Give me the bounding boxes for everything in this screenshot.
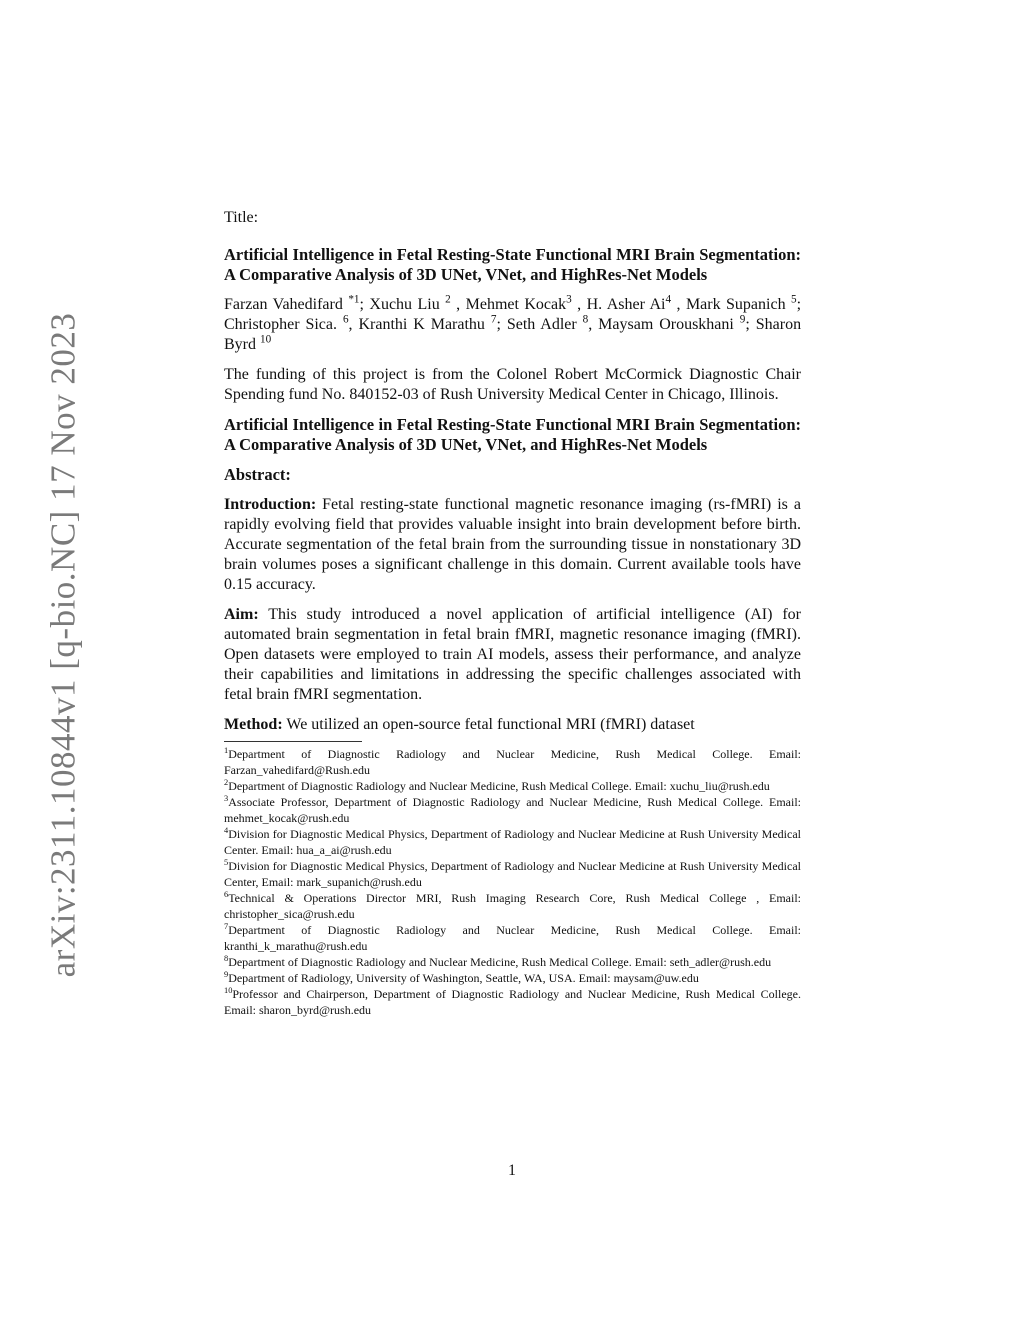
author: Mark Supanich $^5$; [685,293,802,313]
author: Xuchu Liu $^2$ , [369,293,466,313]
footnote: $^8$Department of Diagnostic Radiology and Nuclear Medicine, Rush Medical College. Email: seth_adler@rush.edu [224,954,772,969]
footnote: $^7$Department of Diagnostic Radiology and Nuclear Medicine, Rush Medical College. Email: kranthi_k_marathu@rush.edu [224,922,801,953]
author: Christopher Sica. $^6$, [224,313,359,333]
footnote: $^1$Department of Diagnostic Radiology and Nuclear Medicine, Rush Medical College. Email: Farzan_vahedifard@Rush.edu [224,746,801,777]
abstract-method [224,715,801,735]
method-text: We utilized an open-source fetal functional MRI (fMRI) dataset [282,716,695,733]
author: Farzan Vahedifard $^{*1}$; [224,293,370,313]
footnote-rule [224,741,362,742]
aim-label: Aim: [224,606,259,623]
footnote: $^3$Associate Professor, Department of Diagnostic Radiology and Nuclear Medicine, Rush Medical College. Email: mehmet_kocak@rush.edu [224,794,801,825]
funding-statement: The funding of this project is from the Colonel Robert McCormick Diagnostic Chair Spending fund No. 840152-03 of Rush University Medical Center in Chicago, Illinois. [224,366,801,403]
author-list [224,295,801,355]
footnote: $^5$Division for Diagnostic Medical Physics, Department of Radiology and Nuclear Medicine at Rush University Medical Center, Email: mark_supanich@rush.edu [224,858,801,889]
aim-text: This study introduced a novel application of artificial intelligence (AI) for automated brain segmentation in fetal brain fMRI, magnetic resonance imaging (fMRI). Open datasets were employed to train AI models, assess their performance, and analyze their capabilities and limitations in addressing the specific challenges associated with fetal brain fMRI segmentation. [224,606,801,703]
abstract-introduction [224,495,801,595]
method-label: Method: [224,716,283,733]
footnote: $^2$Department of Diagnostic Radiology and Nuclear Medicine, Rush Medical College. Email: xuchu_liu@rush.edu [224,778,770,793]
paper-first-page [224,208,801,1018]
footnote: $^4$Division for Diagnostic Medical Physics, Department of Radiology and Nuclear Medicine at Rush University Medical Center. Email: hua_a_ai@rush.edu [224,826,801,857]
author: Mehmet Kocak$^3$ , [465,293,587,313]
introduction-label: Introduction: [224,496,317,513]
author: Sharon Byrd $^{10}$ [224,316,802,353]
paper-title-repeat: Artificial Intelligence in Fetal Resting-State Functional MRI Brain Segmentation: A Comparative Analysis of 3D UNet, VNet, and HighRes-Net Models [224,415,801,454]
footnotes [224,746,801,1018]
author: Maysam Orouskhani $^9$; [598,313,756,333]
title-label: Title: [224,209,259,226]
page-number: 1 [508,1162,516,1179]
arxiv-identifier: arXiv:2311.10844v1 [q-bio.NC] 17 Nov 2023 [43,312,83,978]
author: Seth Adler $^8$, [506,313,599,333]
introduction-text: Fetal resting-state functional magnetic resonance imaging (rs-fMRI) is a rapidly evolving field that provides valuable insight into brain development before birth. Accurate segmentation of the fetal brain from the surrounding tissue in nonstationary 3D brain volumes poses a significant challenge in this domain. Current available tools have 0.15 accuracy. [224,496,801,593]
footnote: $^6$Technical & Operations Director MRI, Rush Imaging Research Core, Rush Medical College , Email: christopher_sica@rush.edu [224,890,801,921]
footnote: $^{10}$Professor and Chairperson, Department of Diagnostic Radiology and Nuclear Medicine, Rush Medical College. Email: sharon_byrd@rush.edu [224,986,801,1017]
abstract-heading: Abstract: [224,465,291,484]
author: Kranthi K Marathu $^7$; [358,313,507,333]
footnote: $^9$Department of Radiology, University of Washington, Seattle, WA, USA. Email: maysam@uw.edu [224,970,699,985]
arxiv-side-label [38,312,88,978]
paper-title: Artificial Intelligence in Fetal Resting-State Functional MRI Brain Segmentation: A Comparative Analysis of 3D UNet, VNet, and HighRes-Net Models [224,245,801,284]
author: H. Asher Ai$^4$ , [586,293,686,313]
abstract-aim [224,605,801,705]
